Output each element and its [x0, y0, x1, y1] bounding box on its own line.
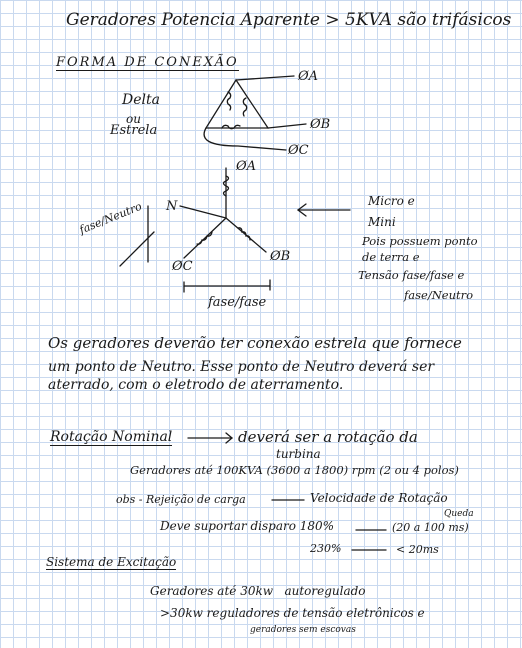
excitation-line-2: >30kw reguladores de tensão eletrônicos e: [160, 606, 425, 620]
page-header: Geradores Potencia Aparente > 5KVA são trifásicos: [66, 10, 512, 30]
paragraph-line-3: aterrado, com o eletrodo de aterramento.: [48, 377, 344, 393]
paragraph-line-1: Os geradores deverão ter conexão estrela que fornece: [48, 334, 462, 352]
excitation-title: Sistema de Excitação: [46, 555, 177, 569]
delta-phase-c-label: ØC: [288, 143, 309, 158]
note-line-3: Pois possuem ponto: [362, 234, 478, 248]
delta-lead-b: [268, 124, 306, 128]
support-prefix: Deve suportar disparo 180%: [160, 519, 335, 533]
rotation-arrow-text-2: turbina: [276, 447, 321, 461]
delta-phase-b-label: ØB: [310, 117, 331, 132]
second-percentage: 230%: [310, 542, 342, 555]
obs-small-note: Queda: [444, 509, 474, 519]
estrela-label: Estrela: [110, 123, 158, 138]
second-value: < 20ms: [396, 543, 439, 556]
neutral-label: N: [166, 199, 178, 214]
rotation-generators-line: Geradores até 100KVA (3600 a 1800) rpm (2 ou 4 polos): [130, 463, 459, 477]
star-phase-c-label: ØC: [172, 259, 193, 274]
excitation-line-3: geradores sem escovas: [250, 625, 356, 635]
rotation-arrow-text: deverá ser a rotação da: [238, 428, 418, 446]
delta-label: Delta: [122, 92, 160, 108]
obs-text: Velocidade de Rotação: [310, 491, 448, 505]
obs-prefix: obs - Rejeição de carga: [116, 493, 246, 506]
note-line-5: Tensão fase/fase e: [358, 268, 465, 282]
note-line-6: fase/Neutro: [404, 288, 474, 302]
star-left-leg: [184, 218, 226, 258]
section-title-connection: FORMA DE CONEXÃO: [56, 55, 239, 70]
star-phase-b-label: ØB: [270, 249, 291, 264]
star-phase-a-label: ØA: [236, 159, 257, 174]
delta-coil-left: [227, 92, 230, 110]
delta-lead-c: [204, 128, 286, 150]
delta-coil-right: [243, 98, 246, 116]
note-line-1: Micro e: [368, 194, 415, 208]
support-value: (20 a 100 ms): [392, 521, 469, 534]
phase-phase-label: fase/fase: [208, 295, 267, 310]
neutral-lead: [180, 206, 226, 218]
delta-lead-a: [236, 76, 294, 80]
rotation-title: Rotação Nominal: [50, 429, 173, 445]
phase-neutral-label: fase/Neutro: [77, 199, 144, 237]
delta-triangle: [206, 80, 268, 128]
paragraph-line-2: um ponto de Neutro. Esse ponto de Neutro deverá ser: [48, 359, 435, 375]
delta-or-label: ou: [126, 112, 141, 126]
excitation-line-1: Geradores até 30kw autoregulado: [150, 584, 366, 598]
delta-phase-a-label: ØA: [298, 69, 319, 84]
note-line-4: de terra e: [362, 250, 420, 264]
note-line-2: Mini: [368, 215, 396, 229]
